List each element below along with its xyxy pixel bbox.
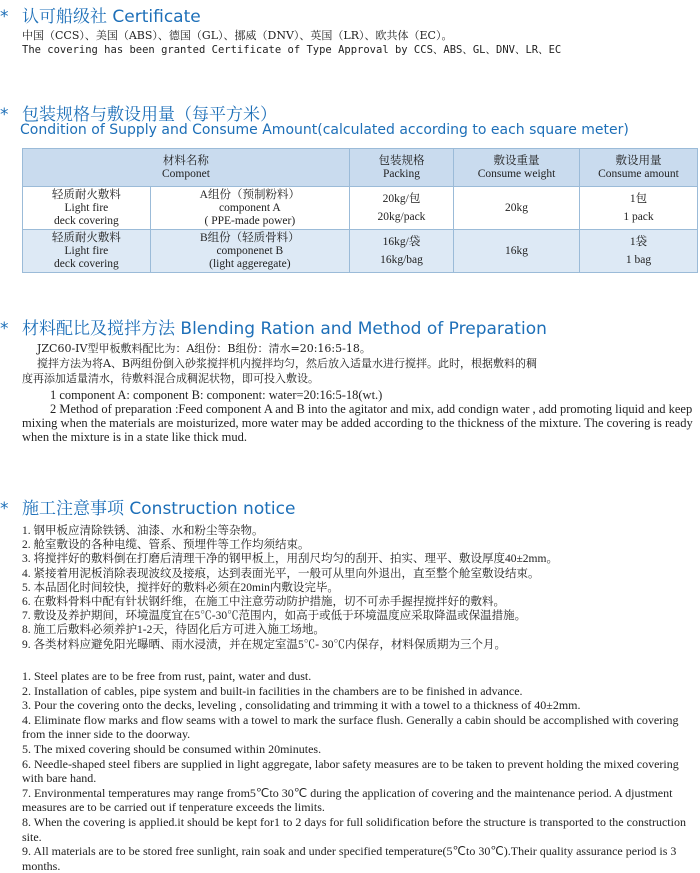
bullet-star: * (0, 7, 9, 27)
cell-weight: 20kg (454, 187, 580, 230)
construction-list-en (22, 669, 698, 873)
cell-packing: 16kg/袋 16kg/bag (349, 230, 453, 273)
list-item: 5. 本品固化时间较快，搅拌好的敷料必须在20min内敷设完毕。 (22, 581, 339, 594)
supply-table (22, 148, 698, 273)
list-item: 8. When the covering is applied.it should be kept for1 to 2 days for full solidification before the structure is transported to the construction site. (22, 814, 686, 844)
cell-amount: 1袋 1 bag (579, 230, 697, 273)
bullet-star: * (0, 105, 9, 125)
list-item: 2. 舱室敷设的各种电缆、管系、预埋件等工作均须结束。 (22, 539, 310, 552)
blending-ratio-cn: JZC60-IV型甲板敷料配比为：A组份：B组份：清水=20:16:5-18。 (37, 342, 371, 355)
certificate-line-en: The covering has been granted Certificate of Type Approval by CCS、ABS、GL、DNV、LR、EC (22, 44, 562, 56)
bullet-star: * (0, 499, 9, 519)
list-item: 4. 紧接着用泥板消除表现波纹及接痕，达到表面光平，一般可从里向外退出，直至整个舱室敷设结束。 (22, 567, 540, 580)
blending-method-en: 2 Method of preparation :Feed component A and B into the agitator and mix, add condign water , add promoting liquid and keep mixing when the materials are moisturized, more water may be added according to the thickness of the mixture. The covering is ready when the mixture is in a state like thick mud. (22, 402, 693, 444)
certificate-line-cn: 中国（CCS）、美国（ABS）、德国（GL）、挪威（DNV）、英国（LR）、欧共体（EC）。 (22, 29, 453, 42)
list-item: 7. 敷设及养护期间，环境温度宜在5℃-30℃范围内，如高于或低于环境温度应采取降温或保温措施。 (22, 610, 527, 623)
blending-method-cn-2: 度再添加适量清水，待敷料混合成稠泥状物，即可投入敷设。 (22, 372, 319, 385)
list-item: 5. The mixed covering should be consumed within 20minutes. (22, 741, 322, 756)
table-header-row (23, 149, 698, 187)
cell-name: 轻质耐火敷料 Light fire deck covering (23, 187, 151, 230)
list-item: 8. 施工后敷料必须养护1-2天，待固化后方可进入施工场地。 (22, 624, 325, 637)
header-amount: 敷设用量 Consume amount (579, 149, 697, 187)
header-packing: 包装规格 Packing (349, 149, 453, 187)
certificate-title: 认可船级社 Certificate (22, 7, 201, 27)
list-item: 4. Eliminate flow marks and flow seams with a towel to mark the surface flush. Generally a cabin should be accomplished with covering from the inner side to the doorway. (22, 712, 679, 742)
supply-title: 包装规格与敷设用量（每平方米） (22, 105, 277, 125)
cell-name: 轻质耐火敷料 Light fire deck covering (23, 230, 151, 273)
blending-title: 材料配比及搅拌方法 Blending Ration and Method of Preparation (22, 319, 547, 339)
cell-amount: 1包 1 pack (579, 187, 697, 230)
list-item: 6. 在敷料骨料中配有针状钢纤维，在施工中注意劳动防护措施，切不可赤手握捏搅拌好的敷料。 (22, 596, 505, 609)
list-item: 1. 钢甲板应清除铁锈、油漆、水和粉尘等杂物。 (22, 525, 264, 537)
header-weight: 敷设重量 Consume weight (454, 149, 580, 187)
blending-method-cn-1: 搅拌方法为将A、B两组份倒入砂浆搅拌机内搅拌均匀，然后放入适量水进行搅拌。此时，根据敷料的稠 (37, 357, 538, 370)
list-item: 3. Pour the covering onto the decks, leveling , consolidating and trimming it with a towel to a thickness of 40±2mm. (22, 698, 581, 713)
blending-ratio-en: 1 component A: component B: component: water=20:16:5-18(wt.) (50, 388, 383, 402)
construction-heading (0, 494, 295, 519)
list-item: 7. Environmental temperatures may range from5℃to 30℃ during the application of covering and the maintenance period. A djustment measures are to be carried out if tenperature exceeds the limits. (22, 785, 673, 815)
header-material: 材料名称 Componet (23, 149, 350, 187)
supply-subtitle: Condition of Supply and Consume Amount(calculated according to each square meter) (20, 122, 629, 138)
construction-title: 施工注意事项 Construction notice (22, 499, 296, 519)
table-row (23, 187, 698, 230)
blending-heading (0, 314, 547, 339)
cell-component: B组份（轻质骨料） componenet B (light aggeregate) (150, 230, 349, 273)
list-item: 1. Steel plates are to be free from rust, paint, water and dust. (22, 669, 312, 683)
list-item: 6. Needle-shaped steel fibers are supplied in light aggregate, labor safety measures are to be taken to prevent holding the mixed covering with bare hand. (22, 756, 679, 786)
table-row (23, 230, 698, 273)
list-item: 3. 将搅拌好的敷料倒在打磨后清理干净的钢甲板上，用刮尺均匀的刮开、拍实、理平、敷设厚度40±2mm。 (22, 553, 558, 566)
list-item: 9. 各类材料应避免阳光曝晒、雨水浸渍，并在规定室温5℃- 30℃内保存，材料保质期为三个月。 (22, 638, 506, 651)
list-item: 9. All materials are to be stored free sunlight, rain soak and under specified temperature(5℃to 30℃).Their quality assurance period is 3 months. (22, 844, 677, 873)
cell-component: A组份（预制粉料） component A ( PPE-made power) (150, 187, 349, 230)
construction-list-cn (22, 524, 558, 652)
certificate-heading (0, 2, 201, 27)
bullet-star: * (0, 319, 9, 339)
list-item: 2. Installation of cables, pipe system and built-in facilities in the chambers are to be finished in advance. (22, 683, 523, 698)
cell-packing: 20kg/包 20kg/pack (349, 187, 453, 230)
cell-weight: 16kg (454, 230, 580, 273)
